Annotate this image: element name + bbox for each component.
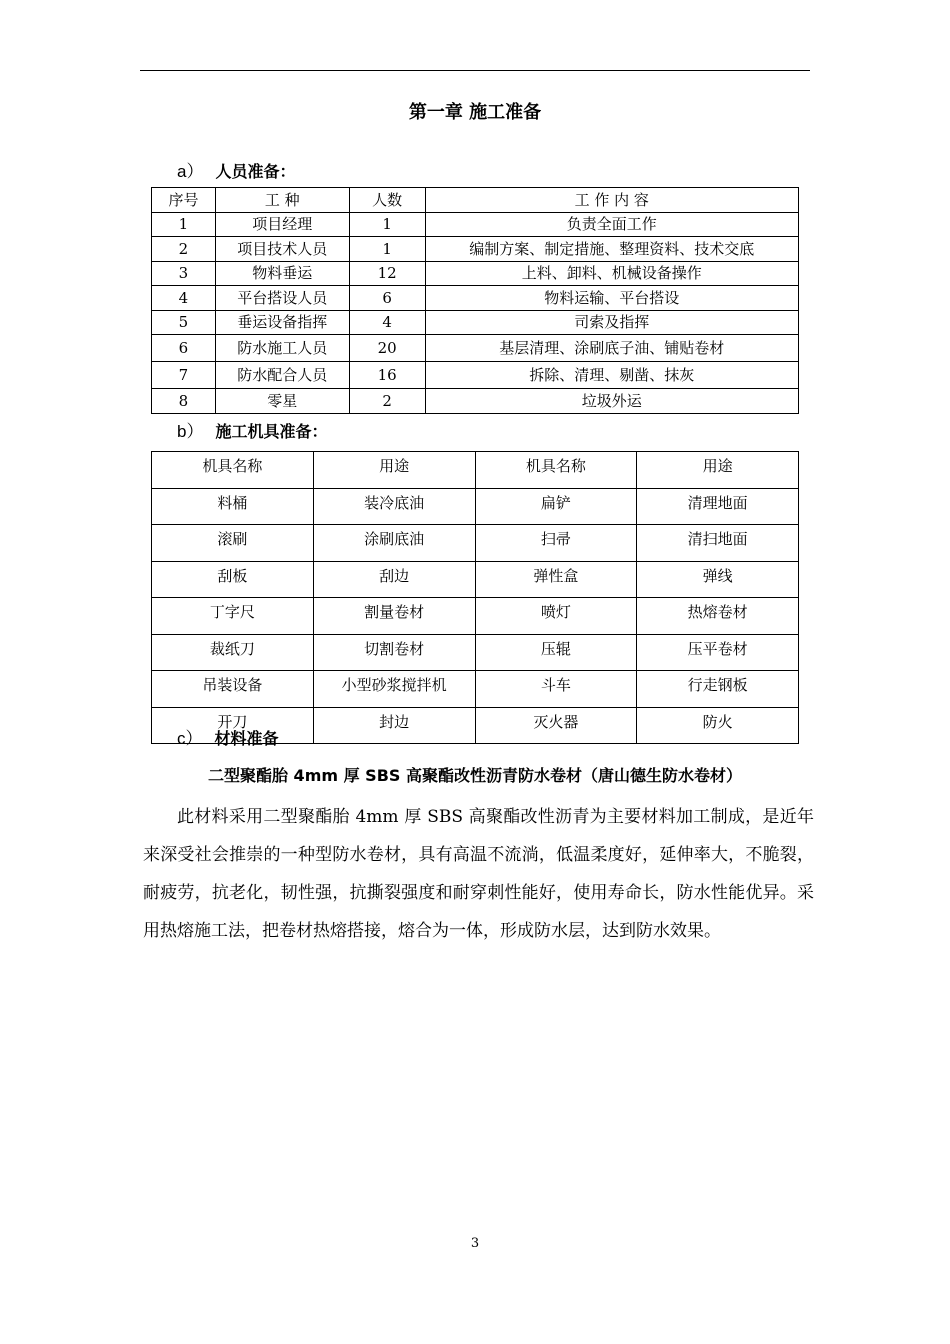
- table-cell: 防火: [637, 707, 799, 744]
- table-cell: 3: [152, 261, 216, 286]
- table-cell: 斗车: [475, 671, 637, 708]
- table-cell: 装冷底油: [313, 488, 475, 525]
- table-cell: 8: [152, 389, 216, 414]
- table-cell: 料桶: [152, 488, 314, 525]
- header-cell: 人数: [349, 188, 425, 213]
- table-cell: 4: [349, 310, 425, 335]
- header-rule: [140, 70, 810, 71]
- table-cell: 涂刷底油: [313, 525, 475, 562]
- table-cell: 切割卷材: [313, 634, 475, 671]
- table-cell: 零星: [215, 389, 349, 414]
- header-cell: 用途: [637, 452, 799, 489]
- table-cell: 封边: [313, 707, 475, 744]
- table-cell: 拆除、清理、剔凿、抹灰: [425, 362, 798, 389]
- table-cell: 5: [152, 310, 216, 335]
- header-cell: 用途: [313, 452, 475, 489]
- section-b-label: 施工机具准备：: [215, 422, 328, 441]
- table-cell: 物料运输、平台搭设: [425, 286, 798, 311]
- table-cell: 物料垂运: [215, 261, 349, 286]
- table-cell: 防水施工人员: [215, 335, 349, 362]
- section-c-heading: [177, 724, 279, 749]
- table-cell: 司索及指挥: [425, 310, 798, 335]
- table-cell: 6: [152, 335, 216, 362]
- table-row: [152, 671, 799, 708]
- table-cell: 4: [152, 286, 216, 311]
- table-cell: 2: [349, 389, 425, 414]
- table-row: [152, 335, 799, 362]
- table-cell: 项目经理: [215, 212, 349, 237]
- personnel-table: [151, 187, 799, 414]
- table-row: [152, 286, 799, 311]
- table-cell: 弹性盒: [475, 561, 637, 598]
- table-cell: 刮边: [313, 561, 475, 598]
- table-cell: 裁纸刀: [152, 634, 314, 671]
- header-cell: 机具名称: [152, 452, 314, 489]
- tools-header-row: [152, 452, 799, 489]
- table-row: [152, 261, 799, 286]
- table-cell: 刮板: [152, 561, 314, 598]
- table-cell: 基层清理、涂刷底子油、铺贴卷材: [425, 335, 798, 362]
- table-cell: 7: [152, 362, 216, 389]
- table-cell: 热熔卷材: [637, 598, 799, 635]
- tools-table: [151, 451, 799, 744]
- table-cell: 项目技术人员: [215, 237, 349, 262]
- table-cell: 扫帚: [475, 525, 637, 562]
- table-cell: 上料、卸料、机械设备操作: [425, 261, 798, 286]
- header-cell: 序号: [152, 188, 216, 213]
- table-row: [152, 634, 799, 671]
- table-cell: 平台搭设人员: [215, 286, 349, 311]
- table-cell: 1: [349, 237, 425, 262]
- table-cell: 丁字尺: [152, 598, 314, 635]
- table-cell: 滚刷: [152, 525, 314, 562]
- section-c-label: 材料准备: [214, 729, 279, 748]
- header-cell: 工 种: [215, 188, 349, 213]
- table-cell: 行走钢板: [637, 671, 799, 708]
- table-cell: 清理地面: [637, 488, 799, 525]
- chapter-title: 第一章 施工准备: [408, 102, 542, 123]
- table-cell: 编制方案、制定措施、整理资料、技术交底: [425, 237, 798, 262]
- table-cell: 开刀: [152, 707, 314, 744]
- table-row: [152, 561, 799, 598]
- table-row: [152, 598, 799, 635]
- table-cell: 6: [349, 286, 425, 311]
- table-cell: 20: [349, 335, 425, 362]
- table-cell: 弹线: [637, 561, 799, 598]
- personnel-header-row: [152, 188, 799, 213]
- table-cell: 清扫地面: [637, 525, 799, 562]
- table-cell: 1: [349, 212, 425, 237]
- table-row: [152, 362, 799, 389]
- table-cell: 扁铲: [475, 488, 637, 525]
- table-cell: 压平卷材: [637, 634, 799, 671]
- section-a-heading: [177, 157, 295, 182]
- table-cell: 吊装设备: [152, 671, 314, 708]
- section-c-letter: c）: [177, 729, 203, 748]
- material-title: 二型聚酯胎 4mm 厚 SBS 高聚酯改性沥青防水卷材（唐山德生防水卷材）: [207, 766, 742, 785]
- table-cell: 2: [152, 237, 216, 262]
- material-description: 此材料采用二型聚酯胎 4mm 厚 SBS 高聚酯改性沥青为主要材料加工制成，是近年来深受社会推崇的一种型防水卷材，具有高温不流淌，低温柔度好，延伸率大，不脆裂，耐疲劳，抗老化，韧性强，抗撕裂强度和耐穿刺性能好，使用寿命长，防水性能优异。采用热熔施工法，把卷材热熔搭接，熔合为一体，形成防水层，达到防水效果。: [143, 807, 814, 941]
- table-row: [152, 212, 799, 237]
- table-cell: 压辊: [475, 634, 637, 671]
- table-row: [152, 488, 799, 525]
- table-cell: 喷灯: [475, 598, 637, 635]
- table-cell: 12: [349, 261, 425, 286]
- section-b-heading: [177, 417, 327, 442]
- table-cell: 1: [152, 212, 216, 237]
- section-b-letter: b）: [177, 422, 204, 441]
- table-cell: 割量卷材: [313, 598, 475, 635]
- table-row: [152, 237, 799, 262]
- table-cell: 灭火器: [475, 707, 637, 744]
- table-cell: 小型砂浆搅拌机: [313, 671, 475, 708]
- table-cell: 垃圾外运: [425, 389, 798, 414]
- table-cell: 16: [349, 362, 425, 389]
- header-cell: 机具名称: [475, 452, 637, 489]
- page-number: 3: [470, 1236, 480, 1251]
- header-cell: 工 作 内 容: [425, 188, 798, 213]
- table-row: [152, 389, 799, 414]
- table-row: [152, 310, 799, 335]
- section-a-letter: a）: [177, 162, 204, 181]
- table-cell: 防水配合人员: [215, 362, 349, 389]
- table-row: [152, 525, 799, 562]
- table-cell: 垂运设备指挥: [215, 310, 349, 335]
- section-a-label: 人员准备：: [215, 162, 296, 181]
- table-cell: 负责全面工作: [425, 212, 798, 237]
